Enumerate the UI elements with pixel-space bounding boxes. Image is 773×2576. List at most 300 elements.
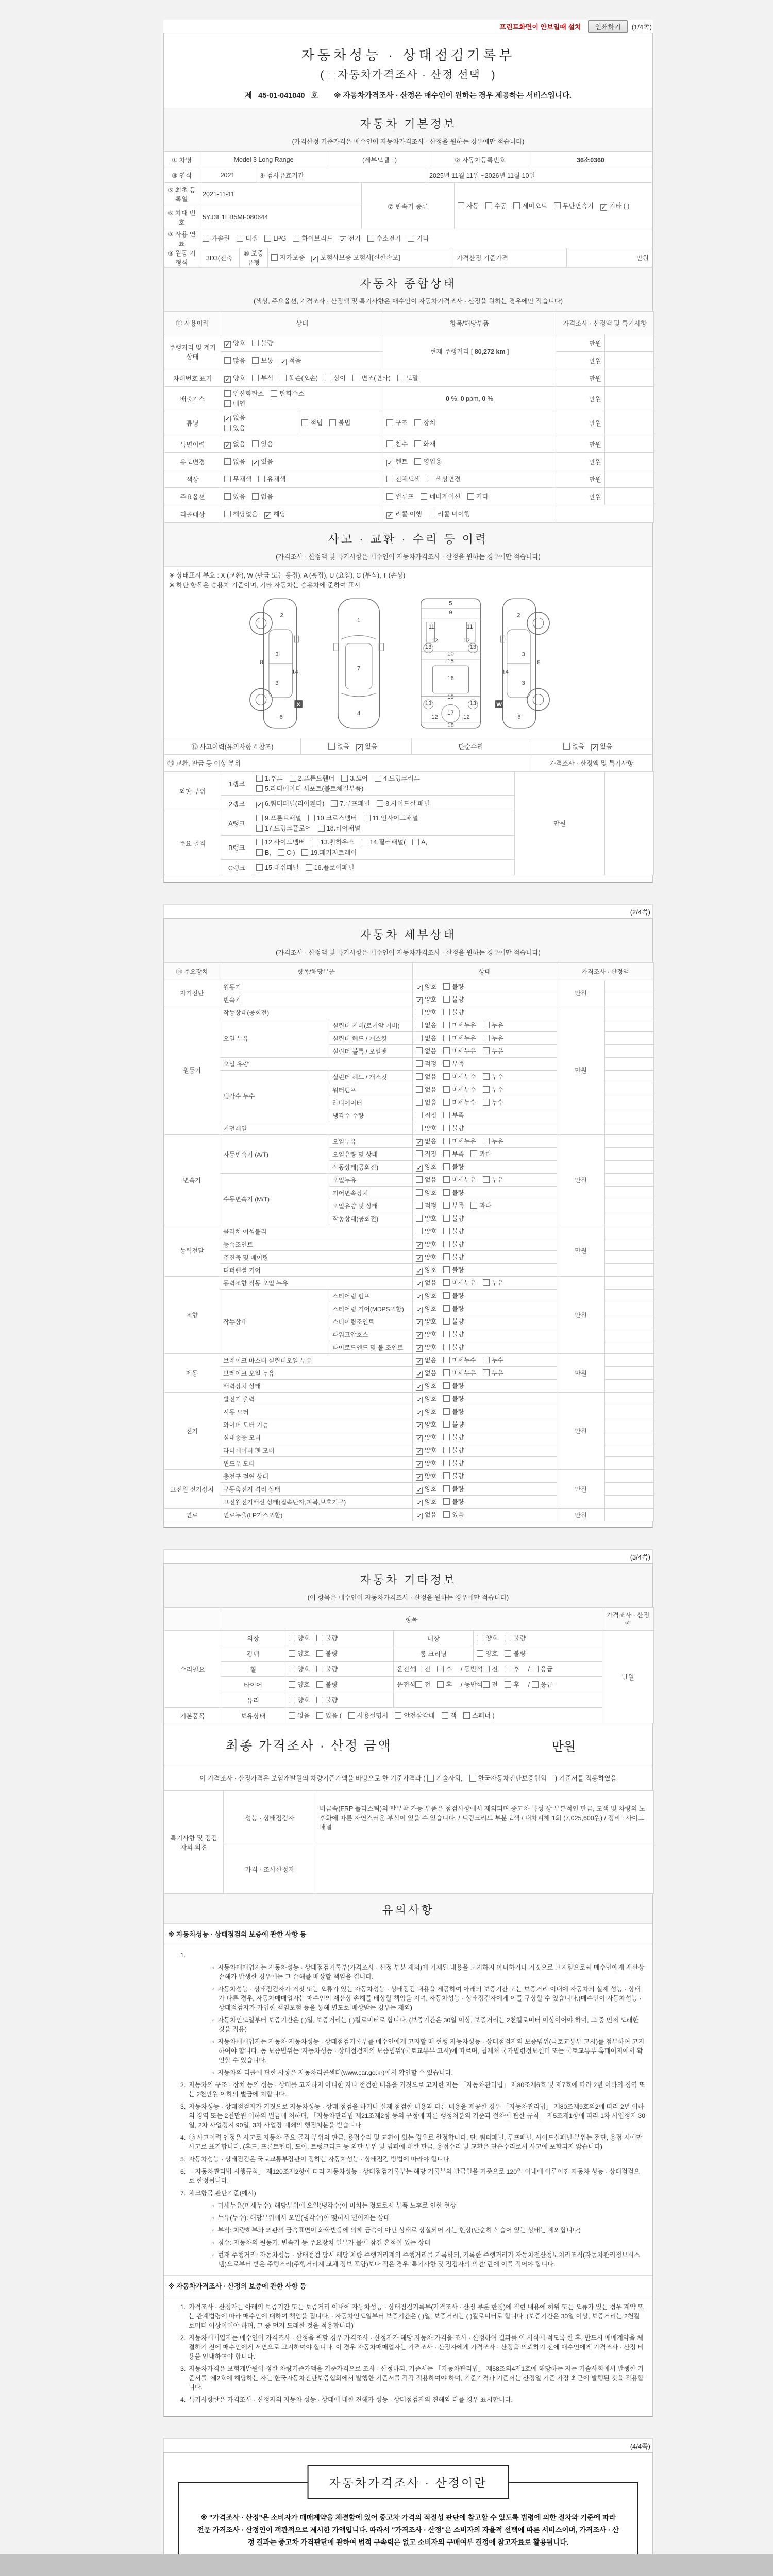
checkbox-누유[interactable] bbox=[483, 1176, 490, 1183]
checkbox-12.사이드멤버[interactable] bbox=[256, 839, 263, 845]
panel-number-7: 7 bbox=[357, 665, 361, 672]
checkbox-적음[interactable]: ✓ bbox=[280, 358, 286, 365]
option-label: 수소전기 bbox=[376, 235, 401, 242]
option bbox=[416, 1278, 436, 1288]
checkbox-양호[interactable]: ✓ bbox=[416, 1435, 422, 1442]
checkbox-불량[interactable] bbox=[443, 1009, 450, 1015]
checkbox-불량[interactable] bbox=[443, 983, 450, 990]
checkbox-미세누유[interactable] bbox=[443, 1022, 450, 1028]
checkbox-불량[interactable] bbox=[443, 1266, 450, 1273]
option bbox=[416, 1007, 436, 1018]
checkbox-양호[interactable] bbox=[477, 1650, 483, 1657]
checkbox-무채색[interactable] bbox=[224, 476, 231, 482]
checkbox-없음[interactable] bbox=[416, 1176, 423, 1183]
checkbox-C )[interactable] bbox=[278, 849, 284, 856]
checkbox-없음[interactable] bbox=[416, 1073, 423, 1080]
checkbox-미세누유[interactable] bbox=[443, 1138, 450, 1144]
checkbox-부족[interactable] bbox=[443, 1060, 450, 1067]
checkbox-사용설명서[interactable] bbox=[348, 1712, 355, 1719]
checkbox-양호[interactable]: ✓ bbox=[416, 1293, 422, 1300]
checkbox-없음[interactable]: ✓ bbox=[225, 415, 230, 422]
option bbox=[483, 1020, 503, 1030]
checkbox-불량[interactable] bbox=[443, 1215, 450, 1222]
panel-number-4: 4 bbox=[357, 710, 361, 717]
option bbox=[416, 1381, 436, 1391]
cell-등속조인트: 등속조인트 bbox=[220, 1238, 413, 1251]
cell-제동: 제동 bbox=[164, 1354, 220, 1393]
checkbox-불량[interactable] bbox=[443, 1241, 450, 1247]
panel-number-13: 13 bbox=[469, 700, 477, 707]
checkbox-양호[interactable]: ✓ bbox=[416, 1486, 422, 1494]
cell-1랭크: 1랭크 bbox=[221, 772, 253, 796]
checkbox-있음[interactable] bbox=[252, 440, 259, 447]
checkbox-불량[interactable] bbox=[316, 1681, 323, 1688]
option bbox=[289, 1664, 310, 1674]
checkbox-양호[interactable]: ✓ bbox=[416, 1345, 422, 1352]
checkbox-훼손(오손)[interactable] bbox=[280, 375, 287, 381]
checkbox-미세누유[interactable] bbox=[443, 1047, 450, 1054]
checkbox-양호[interactable] bbox=[289, 1697, 295, 1703]
option-label: 양호 bbox=[425, 1331, 437, 1338]
checkbox-화재[interactable] bbox=[414, 440, 421, 447]
checkbox-있음[interactable]: ✓ bbox=[592, 743, 597, 751]
checkbox-양호[interactable]: ✓ bbox=[416, 1306, 422, 1313]
checkbox-양호[interactable]: ✓ bbox=[416, 1383, 422, 1391]
option bbox=[386, 456, 408, 467]
checkbox-양호[interactable]: ✓ bbox=[225, 375, 230, 383]
checkbox-자가보증[interactable] bbox=[271, 254, 278, 261]
checkbox-불량[interactable] bbox=[316, 1635, 323, 1641]
checkbox-7.루프패널[interactable] bbox=[331, 800, 338, 807]
cell bbox=[605, 1083, 654, 1096]
checkbox-불량[interactable] bbox=[443, 1344, 450, 1350]
checkbox-자동[interactable] bbox=[458, 202, 464, 209]
checkbox-양호[interactable]: ✓ bbox=[416, 1473, 422, 1481]
cell-만원: 만원 bbox=[556, 387, 605, 411]
checkbox-있음[interactable] bbox=[224, 425, 231, 431]
checkbox-불량[interactable] bbox=[252, 340, 259, 346]
checkbox-14.필러패널([interactable] bbox=[361, 839, 367, 845]
checkbox-누유[interactable] bbox=[483, 1035, 490, 1041]
checkbox-양호[interactable]: ✓ bbox=[416, 1332, 422, 1339]
cell-연료: 연료 bbox=[164, 1509, 220, 1521]
checkbox-침수[interactable] bbox=[386, 440, 393, 447]
checkbox-수소전기[interactable] bbox=[367, 235, 374, 242]
cell-만원: 만원 bbox=[556, 369, 605, 387]
note-text: 현재 주행거리: 자동차성능 · 상태점검 당시 해당 차량 주행거리계의 주행거리를 기록하되, 기록한 주행거리가 자동차전산정보처리조직(자동차관리정보시스템)으로부터 받은 주행거리(주행거리계 교체 정보 포함)보다 적은 경우 '특기사항 및 점검자의 의견' 란에 이를 적어야 합니다. bbox=[217, 2251, 641, 2268]
checkbox-미세누수[interactable] bbox=[443, 1086, 450, 1093]
opinion-table-grid bbox=[164, 1790, 654, 1894]
option-label: 2.프론트휀더 bbox=[298, 775, 335, 782]
cell bbox=[605, 1431, 654, 1444]
checkbox-양호[interactable] bbox=[289, 1681, 295, 1688]
option bbox=[258, 474, 285, 484]
label-exchange-parts: ⑬ 교환, 판금 등 이상 부위 bbox=[164, 755, 531, 771]
checkbox-불량[interactable] bbox=[316, 1650, 323, 1657]
option-label: 많음 bbox=[233, 357, 246, 364]
checkbox-과다[interactable] bbox=[470, 1202, 477, 1209]
checkbox-불량[interactable] bbox=[443, 1434, 450, 1440]
checkbox-해당[interactable]: ✓ bbox=[265, 511, 271, 519]
cell-룸 크리닝: 룸 크리닝 bbox=[394, 1646, 474, 1662]
checkbox-리콜 미이행[interactable] bbox=[429, 511, 435, 517]
checkbox-응급[interactable] bbox=[532, 1681, 539, 1688]
option bbox=[331, 799, 370, 809]
text: / 동반석 bbox=[459, 1665, 483, 1673]
checkbox-누수[interactable] bbox=[483, 1073, 490, 1080]
checkbox-없음[interactable] bbox=[252, 493, 259, 500]
checkbox-누수[interactable] bbox=[483, 1357, 490, 1363]
option-label: 장치 bbox=[423, 419, 436, 427]
checkbox-양호[interactable] bbox=[289, 1650, 295, 1657]
cell-주요옵션: 주요옵션 bbox=[164, 488, 221, 505]
cell bbox=[605, 1006, 654, 1019]
checkbox-19.패키지트레이[interactable] bbox=[301, 849, 308, 856]
cell bbox=[413, 1483, 557, 1496]
checkbox-없음[interactable] bbox=[328, 743, 335, 750]
label-exchange-price: 가격조사 · 산정액 및 특기사항 bbox=[531, 755, 652, 771]
checkbox-적정[interactable] bbox=[416, 1150, 423, 1157]
checkbox-해당없음[interactable] bbox=[224, 511, 231, 517]
checkbox-부식[interactable] bbox=[252, 375, 259, 381]
checkbox-적정[interactable] bbox=[416, 1112, 423, 1118]
checkbox-미세누수[interactable] bbox=[443, 1357, 450, 1363]
option-label: 양호 bbox=[425, 983, 437, 990]
checkbox-미세누수[interactable] bbox=[443, 1099, 450, 1106]
checkbox-불량[interactable] bbox=[316, 1697, 323, 1703]
cell-상태: 상태 bbox=[221, 312, 383, 334]
option bbox=[375, 773, 420, 784]
detail-heading bbox=[164, 919, 652, 962]
checkbox-불량[interactable] bbox=[443, 1498, 450, 1505]
checkbox-과다[interactable] bbox=[470, 1150, 477, 1157]
cell bbox=[413, 1122, 557, 1135]
cell-구동축전지 격리 상태: 구동축전지 격리 상태 bbox=[220, 1483, 413, 1496]
checkbox-5.라디에이터 서포트(볼트체결부품)[interactable] bbox=[256, 785, 263, 792]
option bbox=[224, 338, 245, 348]
option bbox=[416, 1316, 436, 1327]
cell bbox=[605, 1444, 654, 1457]
checkbox-양호[interactable]: ✓ bbox=[416, 1499, 422, 1506]
checkbox-매연[interactable] bbox=[224, 400, 231, 407]
checkbox-3.도어[interactable] bbox=[341, 775, 348, 782]
checkbox-없음[interactable] bbox=[416, 1047, 423, 1054]
checkbox-불량[interactable] bbox=[443, 1408, 450, 1415]
note-marker: 7. bbox=[180, 2190, 186, 2197]
checkbox-양호[interactable] bbox=[289, 1666, 295, 1672]
checkbox-잭[interactable] bbox=[442, 1712, 448, 1719]
checkbox-부족[interactable] bbox=[443, 1150, 450, 1157]
checkbox-양호[interactable]: ✓ bbox=[416, 1396, 422, 1403]
checkbox-있음[interactable]: ✓ bbox=[357, 743, 362, 751]
checkbox-13.휠하우스[interactable] bbox=[312, 839, 318, 845]
option bbox=[280, 373, 318, 383]
checkbox-미세누유[interactable] bbox=[443, 1176, 450, 1183]
checkbox-후[interactable] bbox=[505, 1666, 511, 1672]
checkbox-불량[interactable] bbox=[443, 1472, 450, 1479]
checkbox-8.사이드실 패널[interactable] bbox=[377, 800, 383, 807]
checkbox-없음[interactable] bbox=[416, 1035, 423, 1041]
option-label: 양호 bbox=[425, 1215, 437, 1222]
checkbox-없음[interactable] bbox=[416, 1086, 423, 1093]
checkbox-양호[interactable] bbox=[477, 1635, 483, 1641]
checkbox-부족[interactable] bbox=[443, 1112, 450, 1118]
checkbox-기타 ( )[interactable]: ✓ bbox=[601, 203, 607, 211]
cell-가격조사 · 산정액 및: 가격조사 · 산정액 및 특기사항 bbox=[556, 312, 654, 334]
cell bbox=[383, 387, 556, 411]
etc-heading bbox=[164, 1564, 652, 1607]
panel-number-15: 15 bbox=[447, 658, 454, 665]
cell-워터펌프: 워터펌프 bbox=[329, 1083, 413, 1096]
checkbox-무단변속기[interactable] bbox=[554, 202, 561, 209]
checkbox-도말[interactable] bbox=[397, 375, 404, 381]
checkbox-네비게이션[interactable] bbox=[421, 493, 427, 500]
checkbox-불량[interactable] bbox=[316, 1666, 323, 1672]
checkbox-하이브리드[interactable] bbox=[293, 235, 299, 242]
checkbox-양호[interactable]: ✓ bbox=[416, 1267, 422, 1275]
checkbox-있음 ([interactable] bbox=[316, 1712, 323, 1719]
overall-title: 자동차 종합상태 bbox=[360, 277, 457, 290]
checkbox-불량[interactable] bbox=[443, 1253, 450, 1260]
checkbox-미세누수[interactable] bbox=[443, 1073, 450, 1080]
checkbox-4.트렁크리드[interactable] bbox=[375, 775, 381, 782]
checkbox-불량[interactable] bbox=[443, 1228, 450, 1234]
checkbox-양호[interactable] bbox=[416, 1215, 423, 1222]
checkbox-양호[interactable]: ✓ bbox=[416, 997, 422, 1004]
checkbox-기타[interactable] bbox=[467, 493, 474, 500]
checkbox-없음[interactable]: ✓ bbox=[416, 1280, 422, 1287]
checkbox-미세누유[interactable] bbox=[443, 1035, 450, 1041]
print-button[interactable]: 인쇄하기 bbox=[588, 20, 627, 33]
checkbox-없음[interactable]: ✓ bbox=[416, 1358, 422, 1365]
text: ( bbox=[320, 69, 329, 81]
option bbox=[483, 1136, 503, 1146]
checkbox-유채색[interactable] bbox=[258, 476, 265, 482]
checkbox-보통[interactable] bbox=[252, 357, 259, 364]
checkbox-없음[interactable] bbox=[416, 1022, 423, 1028]
checkbox-후[interactable] bbox=[437, 1681, 444, 1688]
checkbox-자동차가격조사 · 산정 선택[interactable] bbox=[329, 73, 335, 79]
checkbox-누유[interactable] bbox=[483, 1047, 490, 1054]
cell bbox=[413, 1071, 557, 1083]
checkbox-불량[interactable] bbox=[443, 1292, 450, 1299]
overall-caption: (색상, 주요옵션, 가격조사 · 산정액 및 특기사항은 매수인이 자동차가격조사 · 산정을 원하는 경우에만 적습니다) bbox=[253, 298, 563, 305]
option bbox=[416, 1368, 436, 1378]
note-marker: ◦ bbox=[212, 2251, 215, 2259]
checkbox-기술사회,[interactable] bbox=[427, 1775, 434, 1782]
checkbox-불량[interactable] bbox=[443, 1485, 450, 1492]
option-label: 미세누수 bbox=[452, 1086, 476, 1093]
option-label: 누수 bbox=[491, 1073, 503, 1080]
checkbox-누유[interactable] bbox=[483, 1138, 490, 1144]
checkbox-양호[interactable]: ✓ bbox=[416, 1422, 422, 1429]
checkbox-10.크로스멤버[interactable] bbox=[308, 815, 315, 821]
checkbox-9.프론트패널[interactable] bbox=[256, 815, 263, 821]
checkbox-15.대쉬패널[interactable] bbox=[256, 864, 263, 871]
checkbox-불량[interactable] bbox=[443, 1189, 450, 1196]
checkbox-불량[interactable] bbox=[443, 1125, 450, 1131]
checkbox-렌트[interactable]: ✓ bbox=[387, 459, 393, 466]
checkbox-보험사보증 보험사[신한손보][interactable]: ✓ bbox=[312, 255, 317, 262]
option bbox=[352, 373, 391, 383]
cell bbox=[605, 387, 654, 411]
checkbox-세미오토[interactable] bbox=[513, 202, 520, 209]
checkbox-양호[interactable]: ✓ bbox=[416, 1164, 422, 1172]
option-label: 리콜 이행 bbox=[395, 510, 422, 518]
panel-number-10: 10 bbox=[447, 651, 454, 657]
checkbox-없음[interactable]: ✓ bbox=[225, 441, 230, 449]
checkbox-영업용[interactable] bbox=[414, 458, 421, 465]
note-text: 부식: 차량하부와 외판의 금속표면이 화학반응에 의해 금속이 아닌 상태로 상실되어 가는 현상(단순히 녹슬어 있는 상태는 제외합니다) bbox=[217, 2227, 581, 2234]
checkbox-있음[interactable] bbox=[443, 1511, 450, 1518]
checkbox-없음[interactable] bbox=[416, 1099, 423, 1106]
checkbox-안전삼각대[interactable] bbox=[395, 1712, 401, 1719]
checkbox-누수[interactable] bbox=[483, 1099, 490, 1106]
cell-만원: 만원 bbox=[602, 1631, 654, 1723]
checkbox-A,[interactable] bbox=[412, 839, 419, 845]
option-label: 불량 bbox=[452, 1241, 464, 1248]
checkbox-17.트렁크플로어[interactable] bbox=[256, 825, 263, 832]
checkbox-미세누유[interactable] bbox=[443, 1369, 450, 1376]
checkbox-기타[interactable] bbox=[408, 235, 414, 242]
checkbox-전체도색[interactable] bbox=[386, 476, 393, 482]
option-label: 불량 bbox=[452, 1421, 464, 1428]
checkbox-전[interactable] bbox=[483, 1681, 490, 1688]
option bbox=[256, 823, 311, 834]
checkbox-스패너 )[interactable] bbox=[463, 1712, 470, 1719]
checkbox-장치[interactable] bbox=[414, 419, 421, 426]
checkbox-불량[interactable] bbox=[443, 996, 450, 1003]
cell bbox=[413, 1405, 557, 1418]
checkbox-상이[interactable] bbox=[325, 375, 331, 381]
option bbox=[289, 1649, 310, 1659]
checkbox-양호[interactable] bbox=[416, 1189, 423, 1196]
checkbox-불법[interactable] bbox=[329, 419, 336, 426]
note-text: 특기사항란은 가격조사 · 산정자의 자동차 성능 · 상태에 대한 견해가 성능 · 상태점검자의 견해와 다를 경우 표시합니다. bbox=[189, 2396, 513, 2403]
checkbox-양호[interactable]: ✓ bbox=[416, 1409, 422, 1416]
checkbox-있음[interactable] bbox=[224, 493, 231, 500]
option bbox=[408, 233, 429, 244]
checkbox-누수[interactable] bbox=[483, 1086, 490, 1093]
checkbox-없음[interactable] bbox=[563, 743, 570, 750]
checkbox-불량[interactable] bbox=[505, 1650, 511, 1657]
option-label: 불량 bbox=[325, 1681, 338, 1688]
checkbox-한국자동차진단보증협회[interactable] bbox=[469, 1775, 476, 1782]
checkbox-16.플로어패널[interactable] bbox=[306, 864, 312, 871]
checkbox-후[interactable] bbox=[437, 1666, 444, 1672]
cell-오일 유량: 오일 유량 bbox=[220, 1058, 413, 1071]
checkbox-적정[interactable] bbox=[416, 1060, 423, 1067]
checkbox-후[interactable] bbox=[505, 1681, 511, 1688]
checkbox-리콜 이행[interactable]: ✓ bbox=[387, 511, 393, 519]
checkbox-없음[interactable]: ✓ bbox=[416, 1370, 422, 1378]
checkbox-불량[interactable] bbox=[505, 1635, 511, 1641]
checkbox-11.인사이드패널[interactable] bbox=[364, 815, 371, 821]
checkbox-불량[interactable] bbox=[443, 1163, 450, 1170]
checkbox-불량[interactable] bbox=[443, 1318, 450, 1325]
panel-number-2: 2 bbox=[517, 612, 520, 619]
checkbox-양호[interactable]: ✓ bbox=[416, 1319, 422, 1326]
page-1 bbox=[163, 33, 653, 883]
checkbox-양호[interactable]: ✓ bbox=[416, 1255, 422, 1262]
checkbox-없음[interactable] bbox=[224, 458, 231, 465]
checkbox-디젤[interactable] bbox=[237, 235, 243, 242]
checkbox-불량[interactable] bbox=[443, 1460, 450, 1466]
checkbox-적정[interactable] bbox=[416, 1202, 423, 1209]
checkbox-없음[interactable] bbox=[289, 1712, 295, 1719]
checkbox-누유[interactable] bbox=[483, 1279, 490, 1286]
checkbox-누유[interactable] bbox=[483, 1022, 490, 1028]
checkbox-불량[interactable] bbox=[443, 1395, 450, 1402]
checkbox-전[interactable] bbox=[415, 1666, 422, 1672]
checkbox-양호[interactable] bbox=[289, 1635, 295, 1641]
checkbox-부족[interactable] bbox=[443, 1202, 450, 1209]
checkbox-수동[interactable] bbox=[485, 202, 492, 209]
checkbox-누유[interactable] bbox=[483, 1369, 490, 1376]
checkbox-LPG[interactable] bbox=[264, 235, 271, 242]
checkbox-색상변경[interactable] bbox=[427, 476, 433, 482]
option-label: 양호 bbox=[425, 1408, 437, 1415]
checkbox-1.후드[interactable] bbox=[256, 775, 263, 782]
checkbox-없음[interactable]: ✓ bbox=[416, 1512, 422, 1519]
option-label: 자동차가격조사 · 산정 선택 bbox=[338, 69, 481, 81]
option-label: 9.프론트패널 bbox=[265, 815, 301, 822]
checkbox-적법[interactable] bbox=[301, 419, 308, 426]
checkbox-전[interactable] bbox=[483, 1666, 490, 1672]
checkbox-양호[interactable] bbox=[416, 1125, 423, 1131]
checkbox-탄화수소[interactable] bbox=[271, 390, 277, 397]
checkbox-없음[interactable]: ✓ bbox=[416, 1139, 422, 1146]
option-label: 16.플로어패널 bbox=[314, 863, 355, 871]
option-label: 누유 bbox=[491, 1369, 503, 1377]
checkbox-구조[interactable] bbox=[386, 419, 393, 426]
checkbox-불량[interactable] bbox=[443, 1382, 450, 1389]
option-label: 누유 bbox=[491, 1138, 503, 1145]
option-label: 도말 bbox=[406, 374, 418, 382]
checkbox-양호[interactable]: ✓ bbox=[416, 1448, 422, 1455]
checkbox-불량[interactable] bbox=[443, 1447, 450, 1453]
cell bbox=[221, 470, 383, 488]
checkbox-B,[interactable] bbox=[256, 849, 263, 856]
checkbox-응급[interactable] bbox=[532, 1666, 539, 1672]
checkbox-양호[interactable]: ✓ bbox=[225, 340, 230, 348]
checkbox-전[interactable] bbox=[415, 1681, 422, 1688]
checkbox-많음[interactable] bbox=[224, 357, 231, 364]
checkbox-양호[interactable]: ✓ bbox=[416, 984, 422, 991]
checkbox-변조(변타)[interactable] bbox=[352, 375, 359, 381]
option-label: 양호 bbox=[425, 1447, 437, 1454]
checkbox-가솔린[interactable] bbox=[203, 235, 209, 242]
cell bbox=[605, 1290, 654, 1302]
checkbox-양호[interactable]: ✓ bbox=[416, 1461, 422, 1468]
checkbox-있음[interactable]: ✓ bbox=[253, 459, 258, 466]
checkbox-6.쿼터패널(리어휀다)[interactable]: ✓ bbox=[257, 801, 262, 808]
checkbox-전기[interactable]: ✓ bbox=[340, 236, 346, 243]
checkbox-일산화탄소[interactable] bbox=[224, 390, 231, 397]
checkbox-양호[interactable]: ✓ bbox=[416, 1242, 422, 1249]
checkbox-양호[interactable] bbox=[416, 1009, 423, 1015]
checkbox-불량[interactable] bbox=[443, 1421, 450, 1428]
checkbox-불량[interactable] bbox=[443, 1305, 450, 1312]
checkbox-양호[interactable] bbox=[416, 1228, 423, 1234]
checkbox-18.리어패널[interactable] bbox=[318, 825, 325, 832]
option bbox=[443, 1046, 476, 1056]
checkbox-2.프론트휀더[interactable] bbox=[290, 775, 296, 782]
checkbox-미세누유[interactable] bbox=[443, 1279, 450, 1286]
checkbox-썬루프[interactable] bbox=[386, 493, 393, 500]
cell bbox=[413, 1302, 557, 1315]
checkbox-불량[interactable] bbox=[443, 1331, 450, 1337]
